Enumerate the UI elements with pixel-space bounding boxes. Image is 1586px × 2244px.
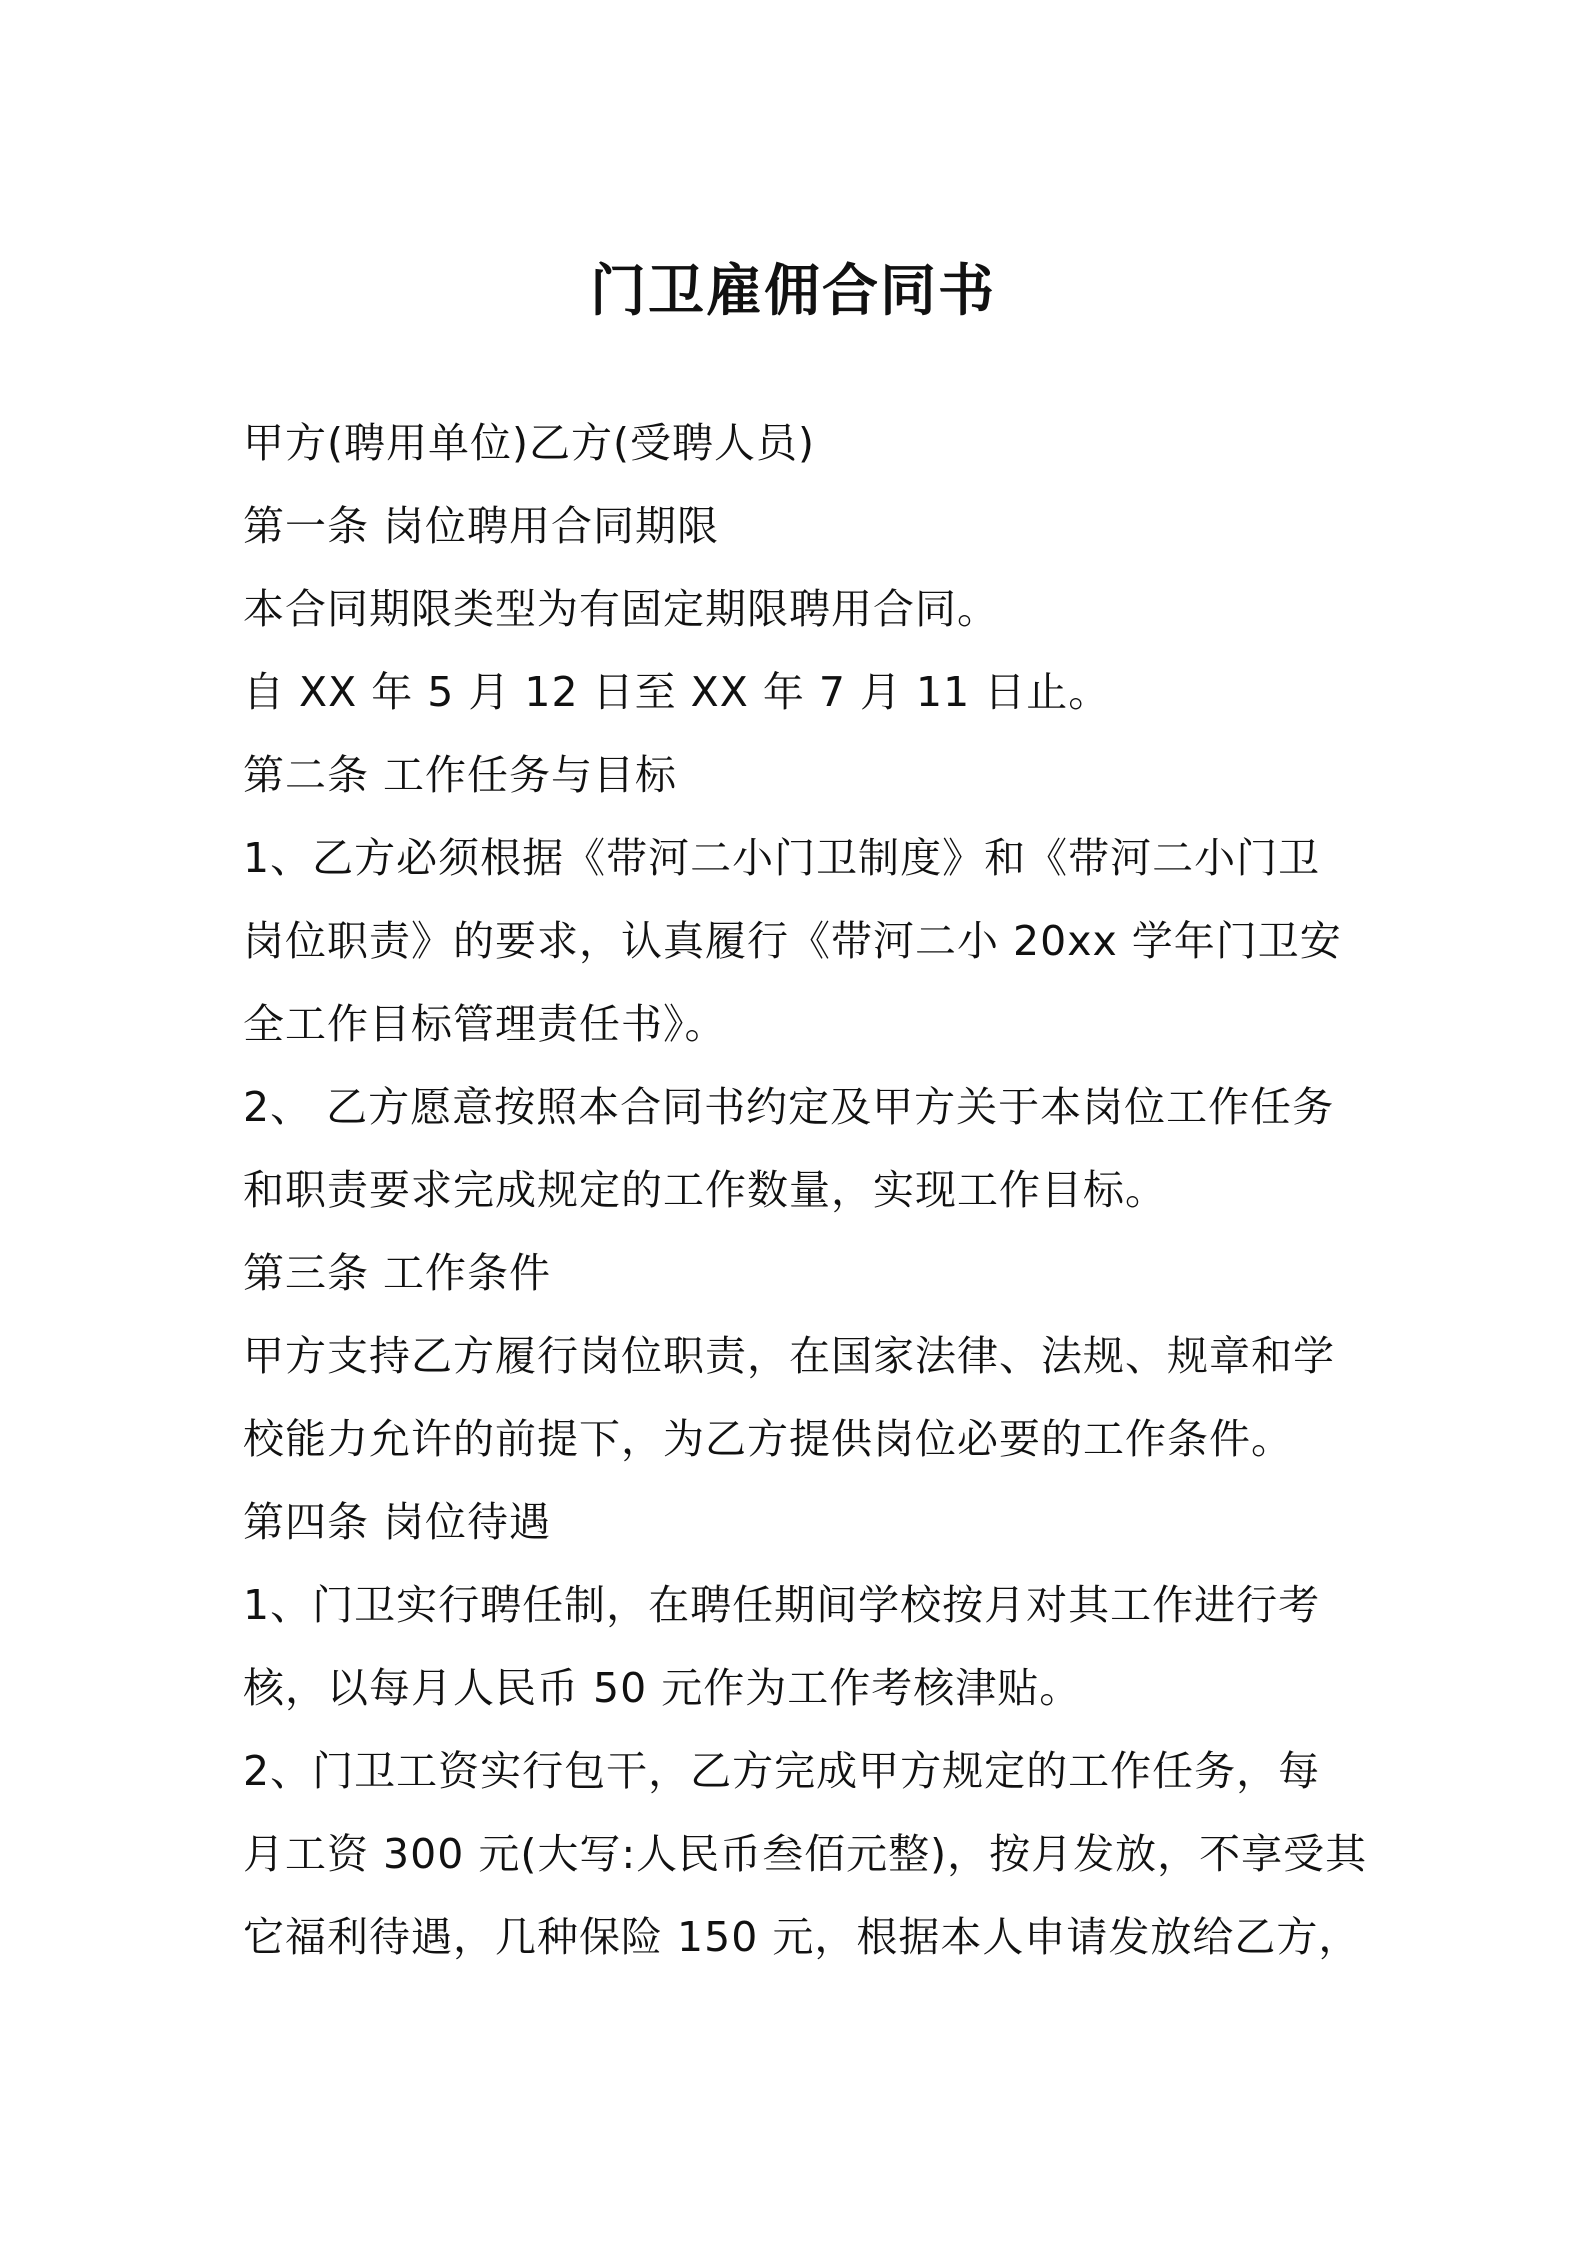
parties-line: 甲方(聘用单位)乙方(受聘人员) (243, 419, 815, 467)
contract-period-line: 自 XX 年 5 月 12 日至 XX 年 7 月 11 日止。 (243, 668, 1111, 716)
article-3-heading: 第三条 工作条件 (243, 1249, 552, 1297)
article-2-heading: 第二条 工作任务与目标 (243, 751, 678, 799)
paragraph-line: 2、门卫工资实行包干，乙方完成甲方规定的工作任务，每 (243, 1747, 1321, 1795)
paragraph-line: 甲方支持乙方履行岗位职责，在国家法律、法规、规章和学 (243, 1332, 1335, 1380)
article-4-heading: 第四条 岗位待遇 (243, 1498, 552, 1546)
paragraph-line: 1、门卫实行聘任制，在聘任期间学校按月对其工作进行考 (243, 1581, 1321, 1629)
paragraph-line: 1、乙方必须根据《带河二小门卫制度》和《带河二小门卫 (243, 834, 1321, 882)
paragraph-line: 和职责要求完成规定的工作数量，实现工作目标。 (243, 1166, 1167, 1214)
document-title: 门卫雇佣合同书 (590, 259, 996, 324)
paragraph-line: 核，以每月人民币 50 元作为工作考核津贴。 (243, 1664, 1082, 1712)
contract-type-line: 本合同期限类型为有固定期限聘用合同。 (243, 585, 999, 633)
paragraph-line: 2、 乙方愿意按照本合同书约定及甲方关于本岗位工作任务 (243, 1083, 1335, 1131)
paragraph-line: 校能力允许的前提下，为乙方提供岗位必要的工作条件。 (243, 1415, 1293, 1463)
paragraph-line: 它福利待遇，几种保险 150 元，根据本人申请发放给乙方， (243, 1913, 1361, 1961)
article-1-heading: 第一条 岗位聘用合同期限 (243, 502, 720, 550)
paragraph-line: 月工资 300 元(大写:人民币叁佰元整)，按月发放，不享受其 (243, 1830, 1368, 1878)
paragraph-line: 全工作目标管理责任书》。 (243, 1000, 727, 1048)
paragraph-line: 岗位职责》的要求，认真履行《带河二小 20xx 学年门卫安 (243, 917, 1342, 965)
